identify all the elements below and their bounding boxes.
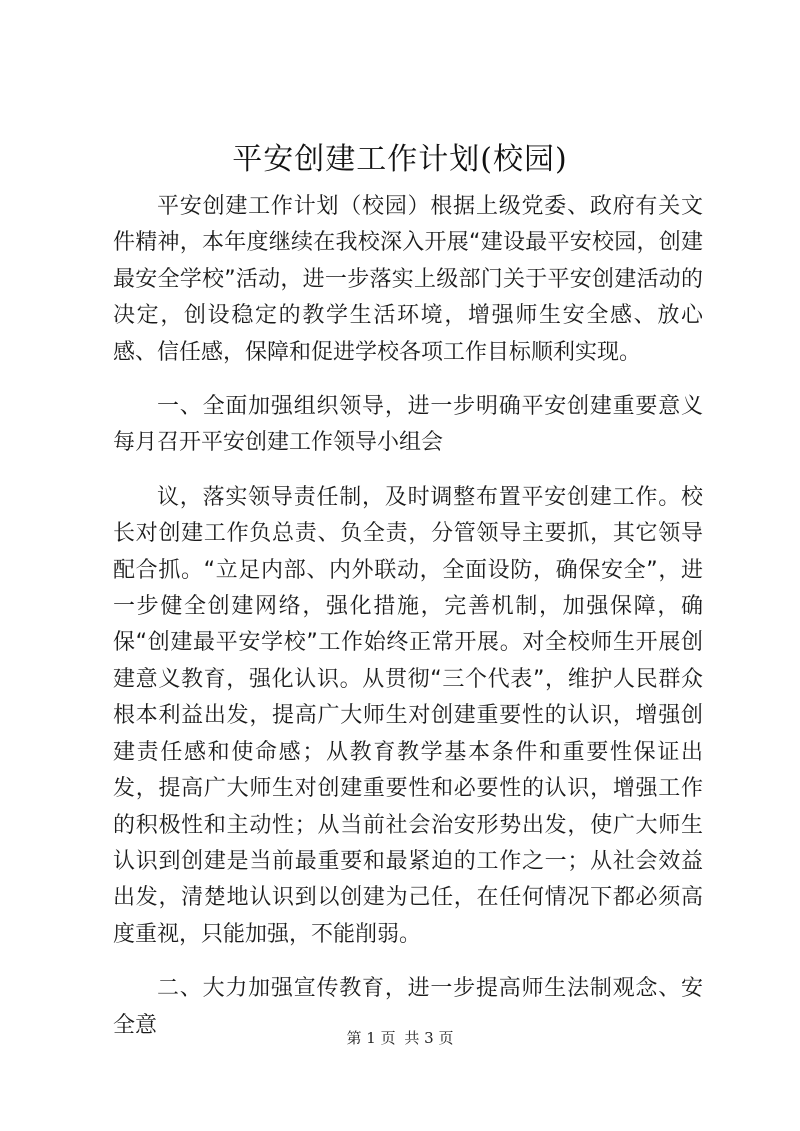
paragraph-section-1-body: 议，落实领导责任制，及时调整布置平安创建工作。校长对创建工作负总责、负全责，分管领导主要抓，其它领导配合抓。“立足内部、内外联动，全面设防，确保安全”，进一步健全创建网络，强化措施，完善机制，加强保障，确保“创建最平安学校”工作始终正常开展。对全校师生开展创建意义教育，强化认识。从贯彻“三个代表”，维护人民群众根本利益出发，提高广大师生对创建重要性的认识，增强创建责任感和使命感；从教育教学基本条件和重要性保证出发，提高广大师生对创建重要性和必要性的认识，增强工作的积极性和主动性；从当前社会治安形势出发，使广大师生认识到创建是当前最重要和最紧迫的工作之一；从社会效益出发，清楚地认识到以创建为己任，在任何情况下都必须高度重视，只能加强，不能削弱。: [113, 484, 703, 947]
document-body: [113, 189, 703, 1044]
page-total: 共 3 页: [404, 1029, 454, 1047]
page-number: 第 1 页: [346, 1029, 396, 1047]
paragraph-intro: 平安创建工作计划（校园）根据上级党委、政府有关文件精神，本年度继续在我校深入开展“建设最平安校园，创建最安全学校”活动，进一步落实上级部门关于平安创建活动的决定，创设稳定的教学生活环境，增强师生安全感、放心感、信任感，保障和促进学校各项工作目标顺利实现。: [113, 194, 703, 365]
document-title: 平安创建工作计划(校园): [232, 142, 568, 177]
paragraph-section-1-heading: 一、全面加强组织领导，进一步明确平安创建重要意义每月召开平安创建工作领导小组会: [113, 394, 703, 456]
page-footer: [0, 1028, 800, 1048]
paragraph-section-2-heading: 二、大力加强宣传教育，进一步提高师生法制观念、安全意: [113, 976, 703, 1038]
